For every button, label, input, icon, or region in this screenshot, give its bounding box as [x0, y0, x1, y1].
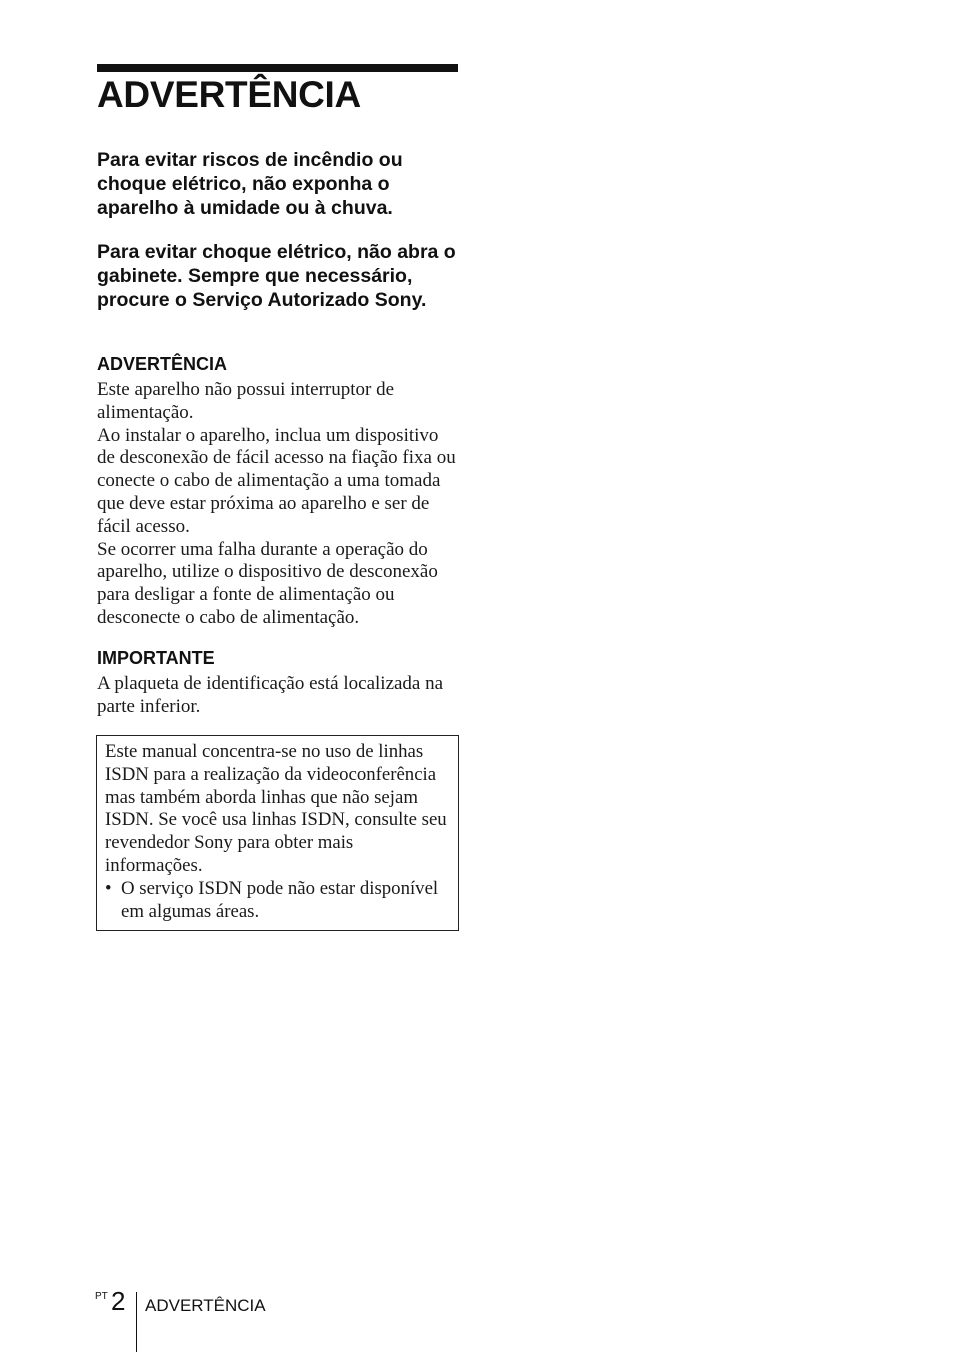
note-text: Este manual concentra-se no uso de linhas ISDN para a realização da videoconferência mas também aborda linhas que não sejam ISDN. Se você usa linhas ISDN, consulte seu revendedor Sony para obter mais informações.: [105, 741, 447, 876]
title-rule: [97, 64, 458, 72]
section-heading: ADVERTÊNCIA: [97, 354, 228, 374]
footer-language-code: PT: [95, 1291, 108, 1302]
section-heading: IMPORTANTE: [97, 648, 215, 668]
note-bullet-item: [105, 878, 450, 924]
warning-cabinet: Para evitar choque elétrico, não abra o gabinete. Sempre que necessário, procure o Serviço Autorizado Sony.: [97, 241, 456, 311]
footer-divider: [136, 1292, 137, 1352]
warning-moisture: Para evitar riscos de incêndio ou choque elétrico, não exponha o aparelho à umidade ou à chuva.: [97, 149, 403, 219]
page-title: ADVERTÊNCIA: [97, 74, 361, 115]
paragraph-failure: Se ocorrer uma falha durante a operação do aparelho, utilize o dispositivo de desconexão para desligar a fonte de alimentação ou desconecte o cabo de alimentação.: [97, 538, 438, 628]
paragraph-power-switch: Este aparelho não possui interruptor de alimentação.: [97, 379, 395, 423]
footer-section-title: ADVERTÊNCIA: [145, 1296, 266, 1315]
isdn-note-box: [96, 735, 459, 931]
section-importante: [97, 647, 459, 719]
note-bullet-text: O serviço ISDN pode não estar disponível em algumas áreas.: [121, 877, 439, 922]
bullet-symbol: •: [105, 877, 112, 899]
footer-page-number: 2: [111, 1286, 126, 1316]
section-advertencia: [97, 353, 459, 630]
paragraph-nameplate: A plaqueta de identificação está localizada na parte inferior.: [97, 673, 444, 717]
paragraph-installation: Ao instalar o aparelho, inclua um dispositivo de desconexão de fácil acesso na fiação fixa ou conecte o cabo de alimentação a uma tomada que deve estar próxima ao aparelho e ser de fácil acesso.: [97, 424, 456, 537]
